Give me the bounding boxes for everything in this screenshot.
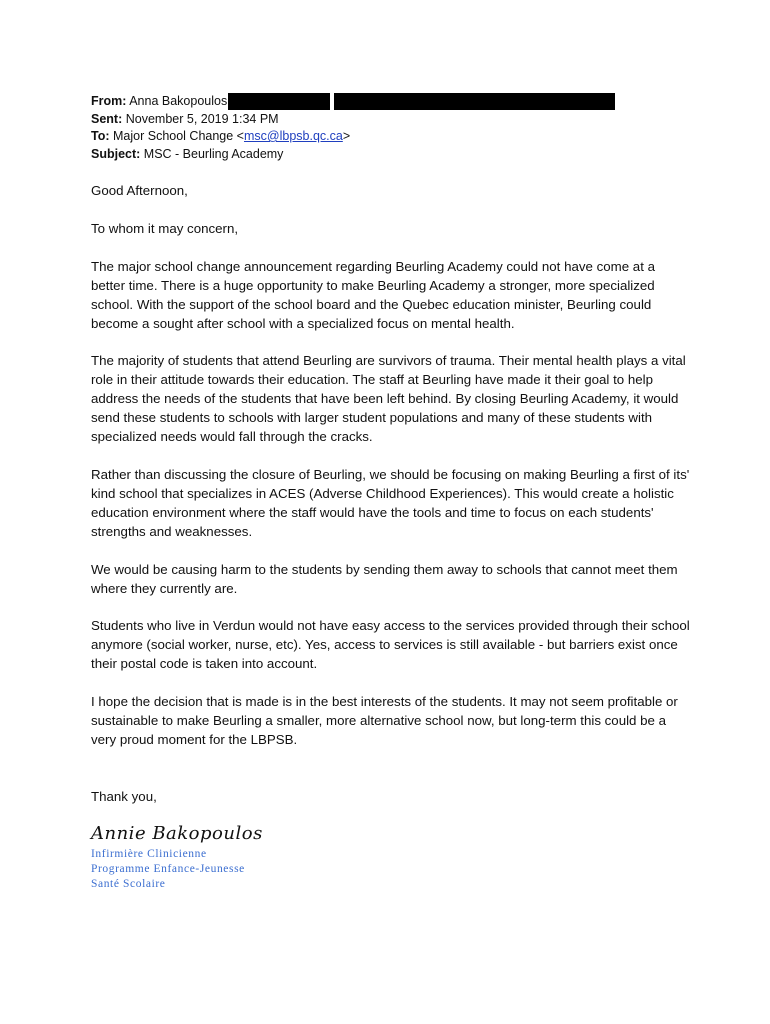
paragraph-3: Rather than discussing the closure of Beurling, we should be focusing on making Beurling a first of its' kind school that specializes in ACES (Adverse Childhood Experiences). This would create a holistic education environment where the staff would have the tools and time to focus on each students' strengths and weaknesses.	[91, 467, 690, 539]
signature-program: Programme Enfance-Jeunesse	[91, 863, 245, 875]
signature-name: Annie Bakopoulos	[91, 823, 263, 844]
to-line	[91, 128, 691, 146]
redaction-block	[228, 93, 330, 110]
to-email-link[interactable]: msc@lbpsb.qc.ca	[243, 129, 343, 143]
subject-label: Subject:	[91, 146, 141, 161]
paragraph-2: The majority of students that attend Beurling are survivors of trauma. Their mental health plays a vital role in their attitude towards their education. The staff at Beurling have made it their goal to help address the needs of the students that have been left behind. By closing Beurling Academy, it would send these students to schools with larger student populations and many of these students with specialized needs would fall through the cracks.	[91, 353, 686, 444]
from-line	[91, 93, 691, 111]
greeting: Good Afternoon,	[91, 183, 188, 198]
to-close: >	[342, 129, 351, 143]
signature-title: Infirmière Clinicienne	[91, 848, 207, 860]
sent-value: November 5, 2019 1:34 PM	[125, 111, 279, 126]
paragraph-4: We would be causing harm to the students by sending them away to schools that cannot meet them where they currently are.	[91, 562, 678, 596]
paragraph-1: The major school change announcement regarding Beurling Academy could not have come at a better time. There is a huge opportunity to make Beurling Academy a stronger, more specialized school. With the support of the school board and the Quebec education minister, Beurling could become a sought after school with a specialized focus on mental health.	[91, 259, 655, 331]
signature-unit: Santé Scolaire	[91, 878, 166, 890]
closing: Thank you,	[91, 789, 157, 804]
subject-value: MSC - Beurling Academy	[143, 146, 284, 161]
to-name: Major School Change <	[113, 129, 244, 143]
sent-line	[91, 111, 691, 129]
subject-line	[91, 146, 691, 164]
redaction-block	[334, 93, 615, 110]
sent-label: Sent:	[91, 111, 123, 126]
to-label: To:	[91, 129, 110, 143]
from-label: From:	[91, 94, 127, 108]
email-header	[91, 93, 691, 163]
salutation: To whom it may concern,	[91, 221, 239, 236]
from-value: Anna Bakopoulos	[129, 94, 228, 108]
paragraph-5: Students who live in Verdun would not have easy access to the services provided through their school anymore (social worker, nurse, etc). Yes, access to services is still available - but barriers exist once their postal code is taken into account.	[91, 618, 690, 671]
paragraph-6: I hope the decision that is made is in the best interests of the students. It may not seem profitable or sustainable to make Beurling a smaller, more alternative school now, but long-term this could be a very proud moment for the LBPSB.	[91, 694, 678, 747]
